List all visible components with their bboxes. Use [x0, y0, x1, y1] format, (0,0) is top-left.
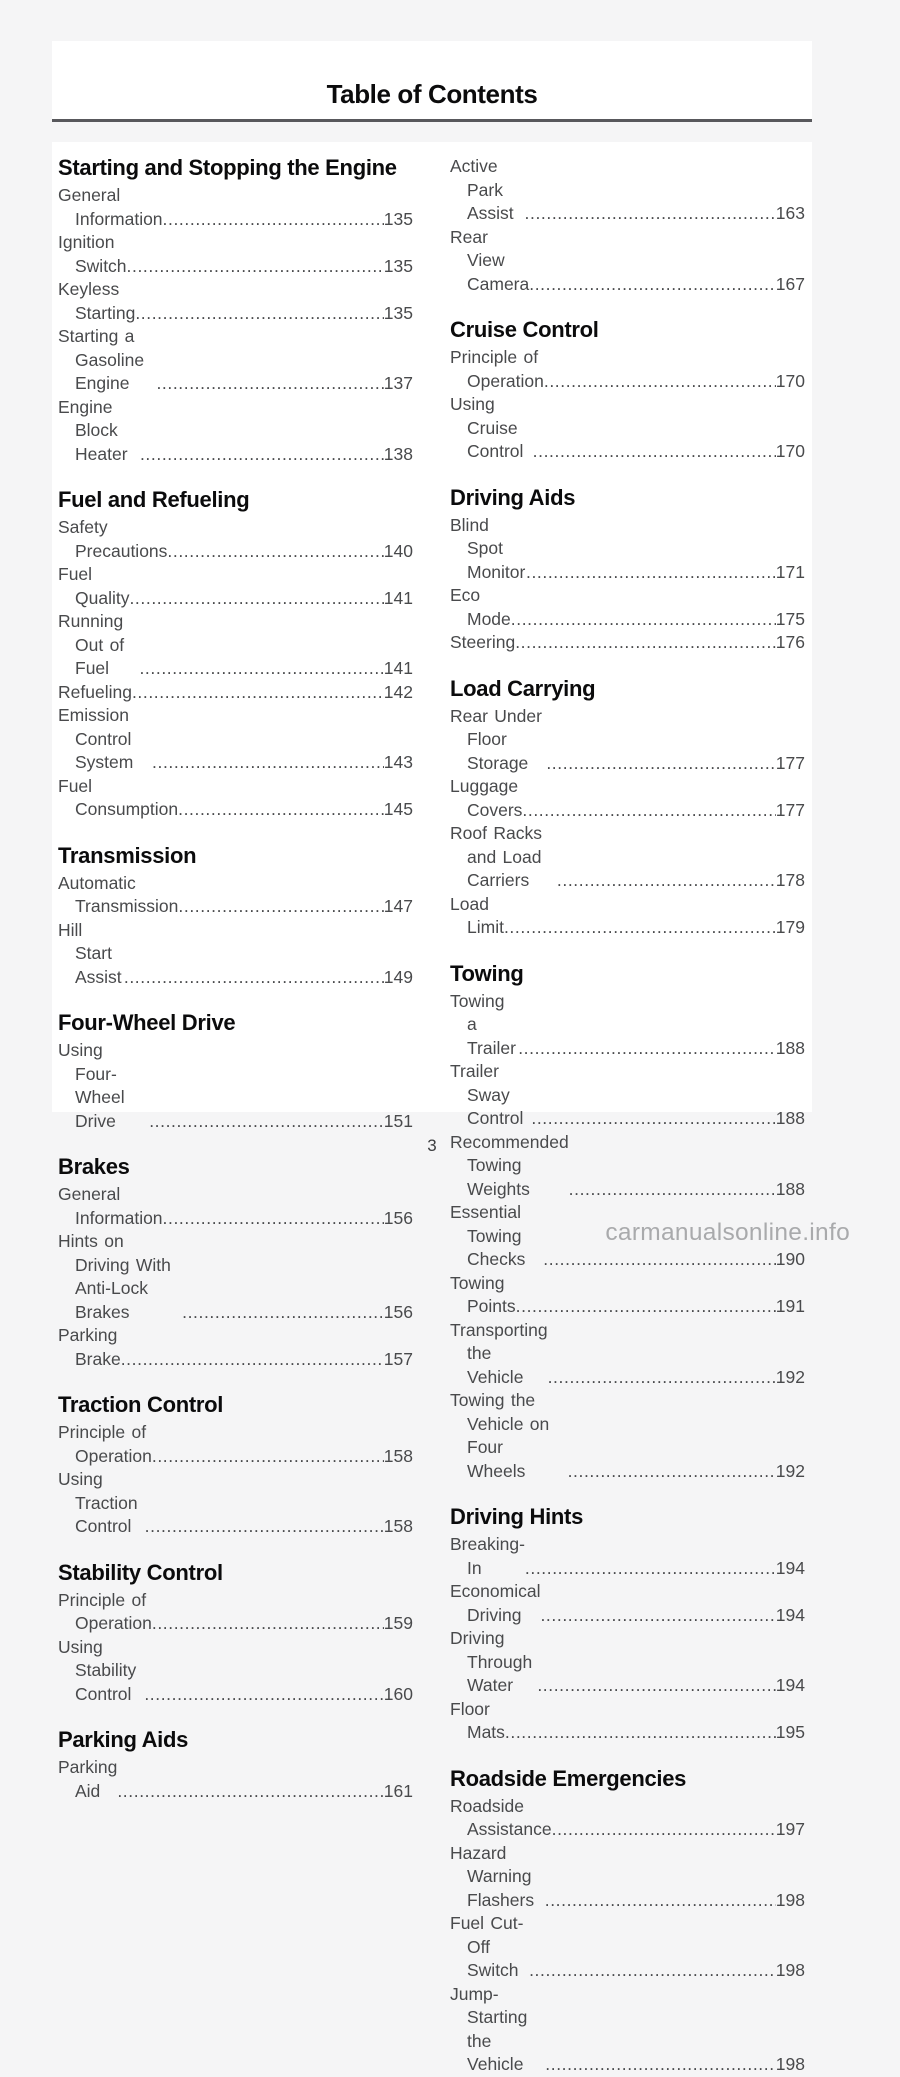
section-heading: Roadside Emergencies: [450, 1765, 687, 1791]
leader-dots: [529, 1959, 776, 1983]
toc-entry: [450, 1842, 805, 1913]
section-heading: Cruise Control: [450, 317, 599, 342]
leader-dots: [557, 869, 776, 893]
toc-entry: [58, 1636, 413, 1707]
toc-header: [52, 41, 812, 119]
toc-entry: [58, 919, 413, 990]
toc-entry: [58, 396, 413, 467]
toc-entry-label: Economical Driving: [450, 1581, 541, 1625]
toc-entry-page: 167: [775, 273, 805, 294]
toc-section: [450, 676, 805, 940]
toc-entry-page: 197: [775, 1819, 805, 1839]
leader-dots: [178, 895, 383, 919]
toc-entry-label: Trailer Sway Control: [450, 1061, 524, 1128]
section-heading: Four-Wheel Drive: [58, 1010, 236, 1035]
leader-dots: [543, 1248, 776, 1272]
toc-entry-page: 194: [775, 1557, 805, 1578]
toc-entry-label: Hill Start Assist: [58, 919, 122, 987]
toc-entry-label: Fuel Consumption: [58, 775, 179, 819]
toc-entry: [450, 514, 805, 585]
toc-entry-page: 192: [775, 1366, 805, 1387]
leader-dots: [525, 202, 776, 226]
toc-entry-page: 142: [383, 681, 413, 702]
toc-entry-label: Floor Mats: [450, 1698, 505, 1742]
toc-entry-label: General Information: [58, 185, 163, 229]
toc-entry-page: 156: [383, 1301, 413, 1322]
section-heading: Driving Aids: [450, 484, 576, 510]
section-heading: Brakes: [58, 1154, 130, 1179]
toc-entry: [450, 705, 805, 776]
leader-dots: [167, 540, 383, 564]
toc-entry: [450, 1272, 805, 1319]
leader-dots: [144, 1683, 383, 1707]
toc-entry-label: Transporting the Vehicle: [450, 1319, 548, 1387]
toc-entry-page: 195: [775, 1722, 805, 1742]
toc-entry: [58, 704, 413, 775]
toc-entry-page: 157: [383, 1348, 413, 1369]
toc-entry-page: 198: [775, 1889, 805, 1910]
toc-entry: [450, 1533, 805, 1580]
toc-entry-label: Towing a Trailer: [450, 990, 516, 1058]
toc-entry: [450, 393, 805, 464]
leader-dots: [569, 1178, 776, 1202]
toc-entry: [450, 893, 805, 940]
toc-entry-page: 179: [775, 917, 805, 937]
toc-entry-page: 137: [383, 373, 413, 393]
leader-dots: [518, 1037, 776, 1061]
toc-entry: [450, 1795, 805, 1842]
toc-entry: [450, 990, 805, 1061]
leader-dots: [540, 1604, 775, 1628]
section-heading: Parking Aids: [58, 1727, 189, 1752]
toc-entry: [58, 516, 413, 563]
toc-entry-label: Hints on Driving With Anti-Lock Brakes: [58, 1231, 171, 1322]
toc-section: [58, 1010, 413, 1133]
toc-entry-page: 149: [383, 966, 413, 987]
toc-entry-page: 156: [383, 1207, 413, 1228]
toc-section: [450, 485, 805, 655]
leader-dots: [525, 1557, 776, 1581]
leader-dots: [135, 302, 383, 326]
toc-section: [450, 155, 805, 296]
toc-entry-label: Hazard Warning Flashers: [450, 1842, 535, 1910]
toc-entry-page: 163: [775, 203, 805, 223]
toc-entry: [450, 775, 805, 822]
toc-entry-label: Principle of Operation: [450, 347, 544, 391]
toc-entry-label: Breaking-In: [450, 1534, 525, 1578]
toc-entry-page: 188: [775, 1108, 805, 1128]
leader-dots: [529, 273, 776, 297]
toc-entry: [450, 1580, 805, 1627]
toc-columns: [58, 155, 806, 2077]
leader-dots: [178, 798, 384, 822]
toc-entry-page: 177: [775, 752, 805, 773]
toc-entry-page: 194: [775, 1675, 805, 1695]
toc-entry-label: Using Four-Wheel Drive: [58, 1040, 125, 1131]
leader-dots: [129, 587, 383, 611]
toc-entry-label: Safety Precautions: [58, 517, 168, 561]
leader-dots: [548, 1366, 776, 1390]
toc-entry-page: 171: [775, 561, 805, 582]
toc-entry-label: Luggage Covers: [450, 776, 523, 820]
toc-entry-label: Rear View Camera: [450, 226, 530, 294]
toc-entry-page: 138: [383, 443, 413, 464]
toc-entry-page: 145: [383, 799, 413, 819]
toc-entry-page: 141: [383, 587, 413, 608]
toc-entry: [58, 1589, 413, 1636]
toc-entry-page: 135: [383, 255, 413, 276]
toc-entry-label: Fuel Quality: [58, 564, 130, 608]
toc-entry-label: Essential Towing Checks: [450, 1202, 526, 1269]
toc-entry-label: Refueling: [58, 681, 132, 702]
toc-entry-label: Ignition Switch: [58, 232, 127, 276]
section-heading: Driving Hints: [450, 1504, 583, 1529]
leader-dots: [156, 372, 383, 396]
toc-entry-label: Keyless Starting: [58, 279, 136, 323]
leader-dots: [127, 255, 384, 279]
toc-column-left: [58, 155, 413, 2077]
toc-entry-page: 175: [775, 608, 805, 629]
leader-dots: [516, 1295, 776, 1319]
page-title: Table of Contents: [326, 79, 538, 109]
leader-dots: [145, 1515, 384, 1539]
toc-entry-label: Using Traction Control: [58, 1469, 138, 1536]
toc-entry-label: Jump-Starting the Vehicle: [450, 1983, 528, 2074]
toc-entry-label: Driving Through Water: [450, 1628, 533, 1695]
leader-dots: [537, 1674, 775, 1698]
leader-dots: [117, 1780, 383, 1804]
toc-entry-page: 192: [775, 1460, 805, 1481]
leader-dots: [533, 440, 776, 464]
toc-entry: [450, 155, 805, 226]
toc-entry: [450, 1912, 805, 1983]
toc-entry-page: 135: [383, 302, 413, 323]
toc-entry: [58, 184, 413, 231]
section-heading: Load Carrying: [450, 675, 596, 701]
toc-entry-page: 170: [775, 441, 805, 461]
toc-entry-label: Recommended Towing Weights: [450, 1131, 569, 1199]
toc-entry: [450, 1060, 805, 1131]
toc-entry-page: 140: [383, 540, 413, 561]
toc-entry: [58, 1324, 413, 1371]
toc-entry-page: 198: [775, 1960, 805, 1980]
section-heading: Transmission: [58, 842, 197, 868]
toc-entry-page: 178: [775, 870, 805, 890]
leader-dots: [545, 2053, 776, 2077]
toc-entry: [58, 872, 413, 919]
toc-entry: [58, 563, 413, 610]
section-heading: Traction Control: [58, 1392, 224, 1417]
toc-entry-page: 198: [775, 2054, 805, 2074]
toc-section: [450, 1766, 805, 2077]
toc-entry-page: 143: [383, 752, 413, 772]
toc-section: [58, 843, 413, 990]
leader-dots: [152, 1612, 384, 1636]
toc-entry-label: Steering: [450, 632, 516, 652]
toc-entry-page: 191: [775, 1296, 805, 1316]
toc-entry: [58, 1230, 413, 1324]
section-heading: Fuel and Refueling: [58, 487, 250, 512]
toc-entry-label: Blind Spot Monitor: [450, 514, 526, 582]
toc-entry-label: Automatic Transmission: [58, 872, 179, 916]
toc-entry: [450, 1319, 805, 1390]
toc-entry-label: Parking Brake: [58, 1325, 121, 1369]
toc-entry: [450, 1698, 805, 1745]
leader-dots: [139, 657, 383, 681]
toc-entry-label: General Information: [58, 1184, 163, 1228]
leader-dots: [132, 681, 384, 705]
leader-dots: [515, 631, 776, 655]
toc-entry: [58, 1756, 413, 1803]
watermark: carmanualsonline.info: [605, 1219, 850, 1246]
toc-entry-page: 151: [383, 1110, 413, 1131]
toc-section: [58, 1727, 413, 1803]
toc-section: [450, 317, 805, 464]
toc-entry-label: Load Limit: [450, 893, 504, 937]
toc-entry-page: 170: [775, 370, 805, 391]
toc-entry-label: Roadside Assistance: [450, 1795, 552, 1839]
toc-entry-page: 158: [383, 1445, 413, 1466]
toc-entry-page: 194: [775, 1604, 805, 1625]
toc-entry: [450, 346, 805, 393]
toc-entry: [450, 584, 805, 631]
toc-entry-label: Engine Block Heater: [58, 396, 128, 464]
toc-entry: [450, 631, 805, 655]
leader-dots: [124, 966, 384, 990]
leader-dots: [149, 1110, 384, 1134]
toc-entry-label: Towing the Vehicle on Four Wheels: [450, 1390, 550, 1481]
toc-entry-page: 158: [383, 1516, 413, 1536]
toc-entry-page: 190: [775, 1249, 805, 1269]
toc-entry: [58, 681, 413, 705]
section-heading: Towing: [450, 960, 524, 986]
toc-entry: [58, 278, 413, 325]
toc-entry-label: Using Cruise Control: [450, 394, 524, 461]
leader-dots: [152, 751, 384, 775]
toc-entry-page: 147: [383, 896, 413, 916]
toc-entry-page: 188: [775, 1037, 805, 1058]
toc-entry-page: 159: [383, 1613, 413, 1633]
leader-dots: [121, 1348, 384, 1372]
toc-entry-page: 141: [383, 658, 413, 678]
toc-entry: [450, 226, 805, 297]
leader-dots: [568, 1460, 776, 1484]
leader-dots: [163, 1207, 384, 1231]
toc-entry-page: 188: [775, 1178, 805, 1199]
section-heading: Stability Control: [58, 1559, 223, 1585]
section-heading: Starting and Stopping the Engine: [58, 155, 397, 180]
toc-entry: [450, 822, 805, 893]
toc-section: [58, 1392, 413, 1539]
leader-dots: [511, 608, 776, 632]
leader-dots: [531, 1107, 775, 1131]
leader-dots: [552, 1818, 776, 1842]
leader-dots: [545, 1889, 776, 1913]
toc-entry-page: 177: [775, 799, 805, 820]
toc-entry-page: 160: [383, 1683, 413, 1704]
toc-entry-label: Active Park Assist: [450, 156, 514, 223]
leader-dots: [546, 752, 775, 776]
toc-entry-label: Starting a Gasoline Engine: [58, 326, 145, 393]
toc-entry-label: Using Stability Control: [58, 1636, 137, 1704]
toc-entry-label: Principle of Operation: [58, 1589, 152, 1633]
toc-entry-label: Emission Control System: [58, 705, 134, 772]
toc-entry: [58, 1039, 413, 1133]
toc-entry-label: Towing Points: [450, 1272, 516, 1316]
toc-entry: [58, 1468, 413, 1539]
toc-entry: [450, 1389, 805, 1483]
toc-entry-label: Parking Aid: [58, 1757, 118, 1801]
toc-entry: [450, 1627, 805, 1698]
leader-dots: [163, 208, 384, 232]
toc-entry: [58, 325, 413, 396]
leader-dots: [505, 1721, 776, 1745]
toc-entry: [58, 775, 413, 822]
toc-section: [58, 155, 413, 466]
toc-section: [58, 1154, 413, 1371]
title-rule: [52, 119, 812, 122]
leader-dots: [504, 916, 776, 940]
toc-section: [58, 1560, 413, 1707]
leader-dots: [526, 561, 776, 585]
toc-entry-label: Principle of Operation: [58, 1422, 152, 1466]
toc-entry: [58, 231, 413, 278]
leader-dots: [152, 1445, 384, 1469]
leader-dots: [140, 443, 384, 467]
page-number: 3: [427, 1136, 437, 1155]
toc-entry-page: 176: [775, 632, 805, 652]
leader-dots: [544, 370, 776, 394]
toc-entry: [58, 1421, 413, 1468]
toc-entry: [58, 1183, 413, 1230]
toc-entry: [450, 1983, 805, 2077]
toc-entry-label: Fuel Cut-Off Switch: [450, 1913, 524, 1980]
toc-entry-label: Rear Under Floor Storage: [450, 705, 542, 773]
toc-entry-page: 161: [383, 1780, 413, 1801]
toc-entry-label: Running Out of Fuel: [58, 611, 125, 678]
toc-entry: [58, 610, 413, 681]
leader-dots: [522, 799, 775, 823]
leader-dots: [182, 1301, 384, 1325]
toc-section: [450, 1504, 805, 1745]
toc-entry-label: Roof Racks and Load Carriers: [450, 823, 542, 890]
toc-entry-page: 135: [383, 208, 413, 229]
toc-entry-label: Eco Mode: [450, 585, 511, 629]
toc-section: [58, 487, 413, 822]
toc-column-right: [450, 155, 805, 2077]
